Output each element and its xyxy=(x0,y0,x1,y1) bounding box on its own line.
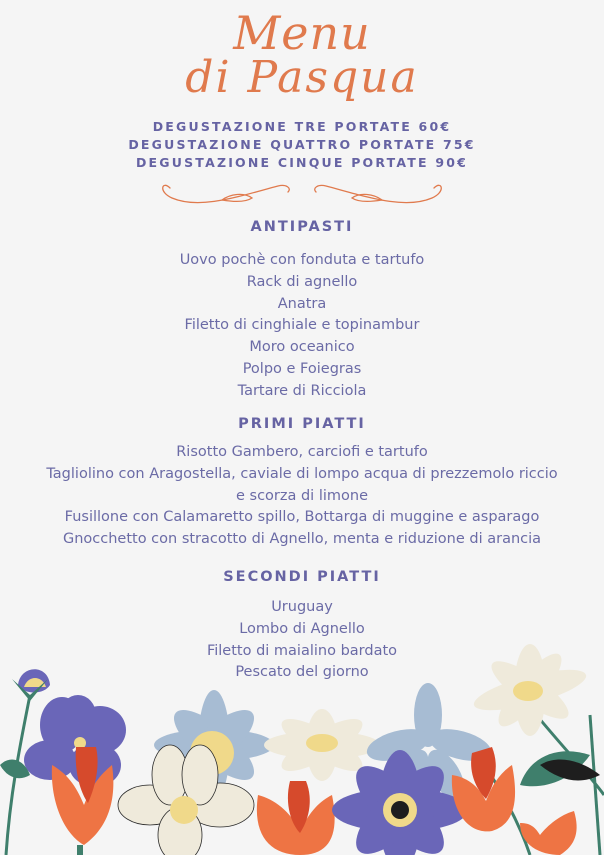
price-four-courses: DEGUSTAZIONE QUATTRO PORTATE 75€ xyxy=(128,137,476,152)
section-title-secondi: SECONDI PIATTI xyxy=(223,569,381,585)
antipasti-list xyxy=(0,250,604,403)
menu-item: Filetto di cinghiale e topinambur xyxy=(184,317,420,334)
flower-border-illustration xyxy=(0,635,604,855)
menu-item: Gnocchetto con stracotto di Agnello, menta e riduzione di arancia xyxy=(62,531,542,548)
menu-item: Risotto Gambero, carciofi e tartufo xyxy=(176,444,428,460)
bud-icon xyxy=(12,669,50,701)
menu-item: Uovo pochè con fonduta e tartufo xyxy=(179,252,425,268)
menu-title-line1: Menu xyxy=(233,6,371,60)
flourish-divider-icon xyxy=(160,176,444,208)
menu-item: e scorza di limone xyxy=(235,487,368,504)
menu-title-line2: di Pasqua xyxy=(185,52,419,103)
primi-list xyxy=(0,442,604,551)
menu-item: Pescato del giorno xyxy=(235,664,369,681)
section-title-antipasti: ANTIPASTI xyxy=(250,219,354,235)
menu-item: Fusillone con Calamaretto spillo, Bottarga di muggine e asparago xyxy=(64,509,540,526)
section-title-primi: PRIMI PIATTI xyxy=(238,416,366,432)
orange-tulip-center-icon xyxy=(257,781,335,855)
menu-item: Tagliolino con Aragostella, caviale di lompo acqua di prezzemolo riccio xyxy=(46,465,558,482)
menu-item: Rack di agnello xyxy=(246,273,358,290)
menu-item: Moro oceanico xyxy=(249,339,355,356)
menu-item: Filetto di maialino bardato xyxy=(206,642,398,659)
price-five-courses: DEGUSTAZIONE CINQUE PORTATE 90€ xyxy=(135,155,469,170)
cream-daisy-right-icon xyxy=(470,644,589,736)
menu-item: Tartare di Ricciola xyxy=(237,382,367,399)
tasting-prices xyxy=(0,118,604,172)
price-three-courses: DEGUSTAZIONE TRE PORTATE 60€ xyxy=(152,119,452,134)
menu-item: Uruguay xyxy=(271,599,333,615)
menu-item: Polpo e Foiegras xyxy=(242,360,362,377)
menu-item: Anatra xyxy=(277,295,327,312)
menu-item: Lombo di Agnello xyxy=(239,620,365,637)
